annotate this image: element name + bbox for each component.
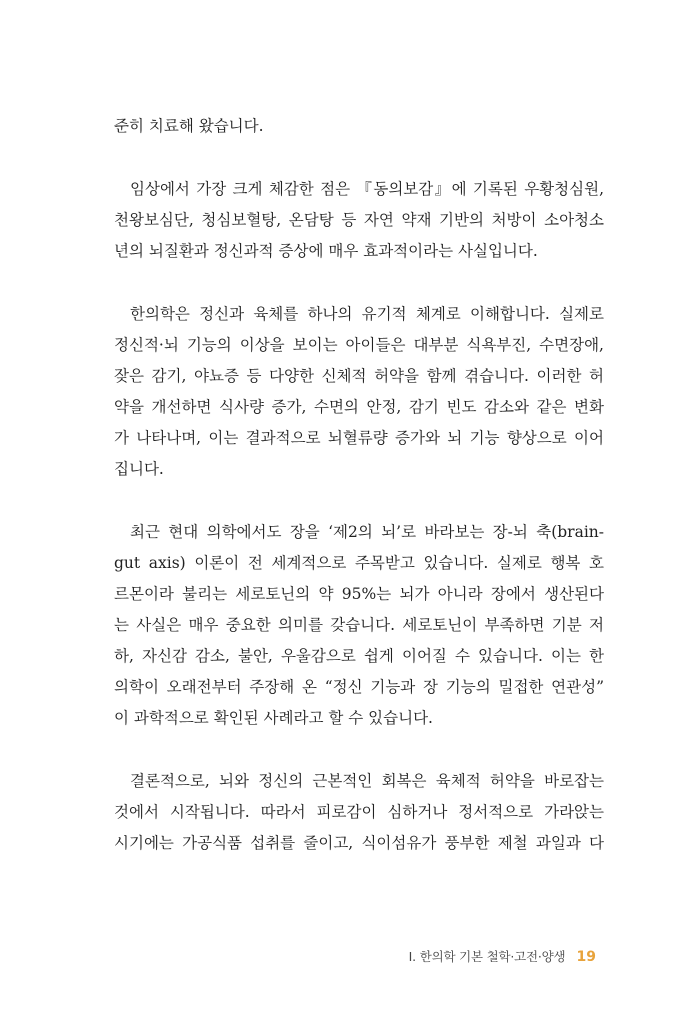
text-line: gut axis) 이론이 전 세계적으로 주목받고 있습니다. 실제로 행복 호 <box>114 554 604 572</box>
page-number: 19 <box>576 949 596 965</box>
paragraph-gap <box>114 267 604 299</box>
running-chapter-title: Ⅰ. 한의학 기본 철학·고전·양생 <box>408 949 566 964</box>
text-line: 하, 자신감 감소, 불안, 우울감으로 쉽게 이어질 수 있습니다. 이는 한 <box>114 647 604 665</box>
text-line: 르몬이라 불리는 세로토닌의 약 95%는 뇌가 아니라 장에서 생산된다 <box>114 585 604 603</box>
paragraph-1 <box>114 111 604 142</box>
text-line: 것에서 시작됩니다. 따라서 피로감이 심하거나 정서적으로 가라앉는 <box>114 803 604 821</box>
text-line: 년의 뇌질환과 정신과적 증상에 매우 효과적이라는 사실입니다. <box>114 242 538 260</box>
text-line: 천왕보심단, 청심보혈탕, 온담탕 등 자연 약재 기반의 처방이 소아청소 <box>114 211 604 229</box>
paragraph-gap <box>114 142 604 174</box>
text-line: 이 과학적으로 확인된 사례라고 할 수 있습니다. <box>114 709 433 727</box>
paragraph-2 <box>114 174 604 267</box>
paragraph-4 <box>114 517 604 734</box>
text-line: 시기에는 가공식품 섭취를 줄이고, 식이섬유가 풍부한 제철 과일과 다 <box>114 834 604 852</box>
paragraph-gap <box>114 734 604 766</box>
text-line: 약을 개선하면 식사량 증가, 수면의 안정, 감기 빈도 감소와 같은 변화 <box>114 398 604 416</box>
paragraph-3 <box>114 299 604 485</box>
page-footer <box>409 944 596 968</box>
body-text <box>114 111 604 859</box>
text-line: 의학이 오래전부터 주장해 온 “정신 기능과 장 기능의 밀접한 연관성” <box>114 678 604 696</box>
text-line: 집니다. <box>114 460 164 478</box>
text-line: 준히 치료해 왔습니다. <box>114 117 264 135</box>
text-line: 임상에서 가장 크게 체감한 점은 『동의보감』에 기록된 우황청심원, <box>130 180 604 198</box>
text-line: 결론적으로, 뇌와 정신의 근본적인 회복은 육체적 허약을 바로잡는 <box>130 772 604 790</box>
paragraph-gap <box>114 485 604 517</box>
text-line: 가 나타나며, 이는 결과적으로 뇌혈류량 증가와 뇌 기능 향상으로 이어 <box>114 429 604 447</box>
text-line: 정신적·뇌 기능의 이상을 보이는 아이들은 대부분 식욕부진, 수면장애, <box>114 336 604 354</box>
paragraph-5 <box>114 766 604 859</box>
text-line: 한의학은 정신과 육체를 하나의 유기적 체계로 이해합니다. 실제로 <box>130 305 604 323</box>
text-line: 는 사실은 매우 중요한 의미를 갖습니다. 세로토닌이 부족하면 기분 저 <box>114 616 604 634</box>
text-line: 최근 현대 의학에서도 장을 ‘제2의 뇌’로 바라보는 장-뇌 축(brain- <box>130 523 604 541</box>
text-line: 잦은 감기, 야뇨증 등 다양한 신체적 허약을 함께 겪습니다. 이러한 허 <box>114 367 604 385</box>
